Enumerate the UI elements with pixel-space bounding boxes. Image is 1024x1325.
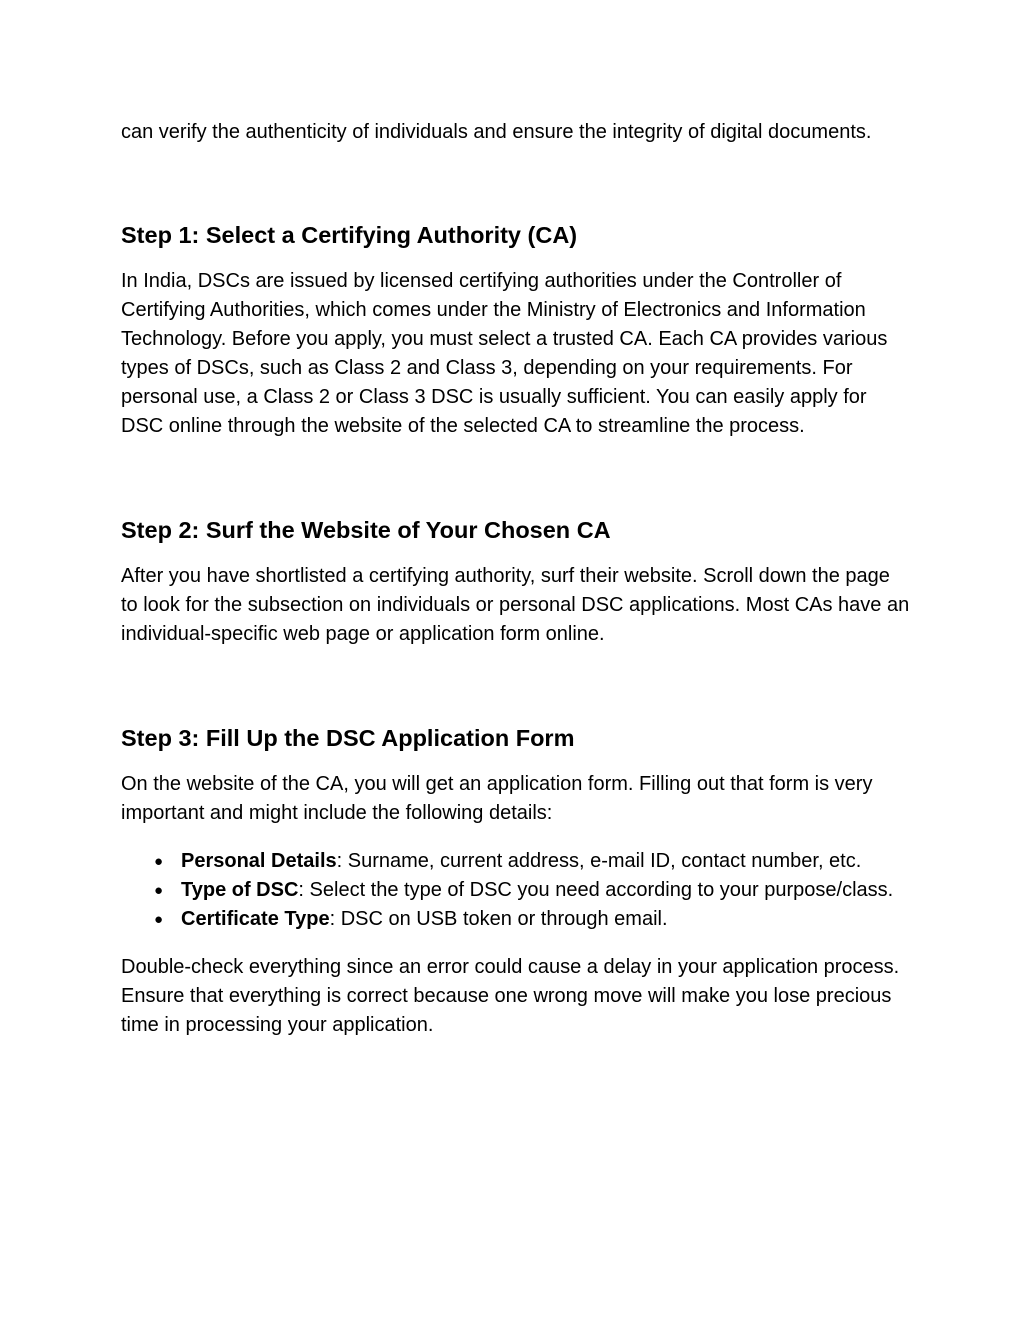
step2-paragraph: After you have shortlisted a certifying authority, surf their website. Scroll down the page to look for the subsection on individuals or personal DSC applications. Most CAs have an individual-specific web page or application form online. [121,565,910,645]
details-list [121,847,911,934]
bullet-icon: ● [154,853,164,870]
document-page [121,118,911,1040]
closing-paragraph: Double-check everything since an error could cause a delay in your application process. Ensure that everything is correct because one wrong move will make you lose precious time in processing your application. [121,956,900,1036]
list-item-text: : Surname, current address, e-mail ID, contact number, etc. [336,850,862,872]
list-item-text: : DSC on USB token or through email. [329,908,668,930]
list-item [121,847,911,876]
bullet-icon: ● [154,911,164,928]
list-item [121,905,911,934]
list-item-term: Certificate Type [181,908,330,930]
intro-paragraph: can verify the authenticity of individuals and ensure the integrity of digital documents. [121,121,872,143]
list-item-term: Personal Details [181,850,337,872]
step3-paragraph: On the website of the CA, you will get an application form. Filling out that form is very important and might include the following details: [121,773,873,824]
list-item-term: Type of DSC [181,879,299,901]
list-item-text: : Select the type of DSC you need according to your purpose/class. [298,879,894,901]
step1-paragraph: In India, DSCs are issued by licensed certifying authorities under the Controller of Certifying Authorities, which comes under the Ministry of Electronics and Information Technology. Before you apply, you must select a trusted CA. Each CA provides various types of DSCs, such as Class 2 and Class 3, depending on your requirements. For personal use, a Class 2 or Class 3 DSC is usually sufficient. You can easily apply for DSC online through the website of the selected CA to streamline the process. [121,270,888,437]
step1-heading: Step 1: Select a Certifying Authority (CA) [121,222,578,248]
list-item [121,876,911,905]
bullet-icon: ● [154,882,164,899]
step3-heading: Step 3: Fill Up the DSC Application Form [121,725,575,751]
step2-heading: Step 2: Surf the Website of Your Chosen CA [121,517,611,543]
